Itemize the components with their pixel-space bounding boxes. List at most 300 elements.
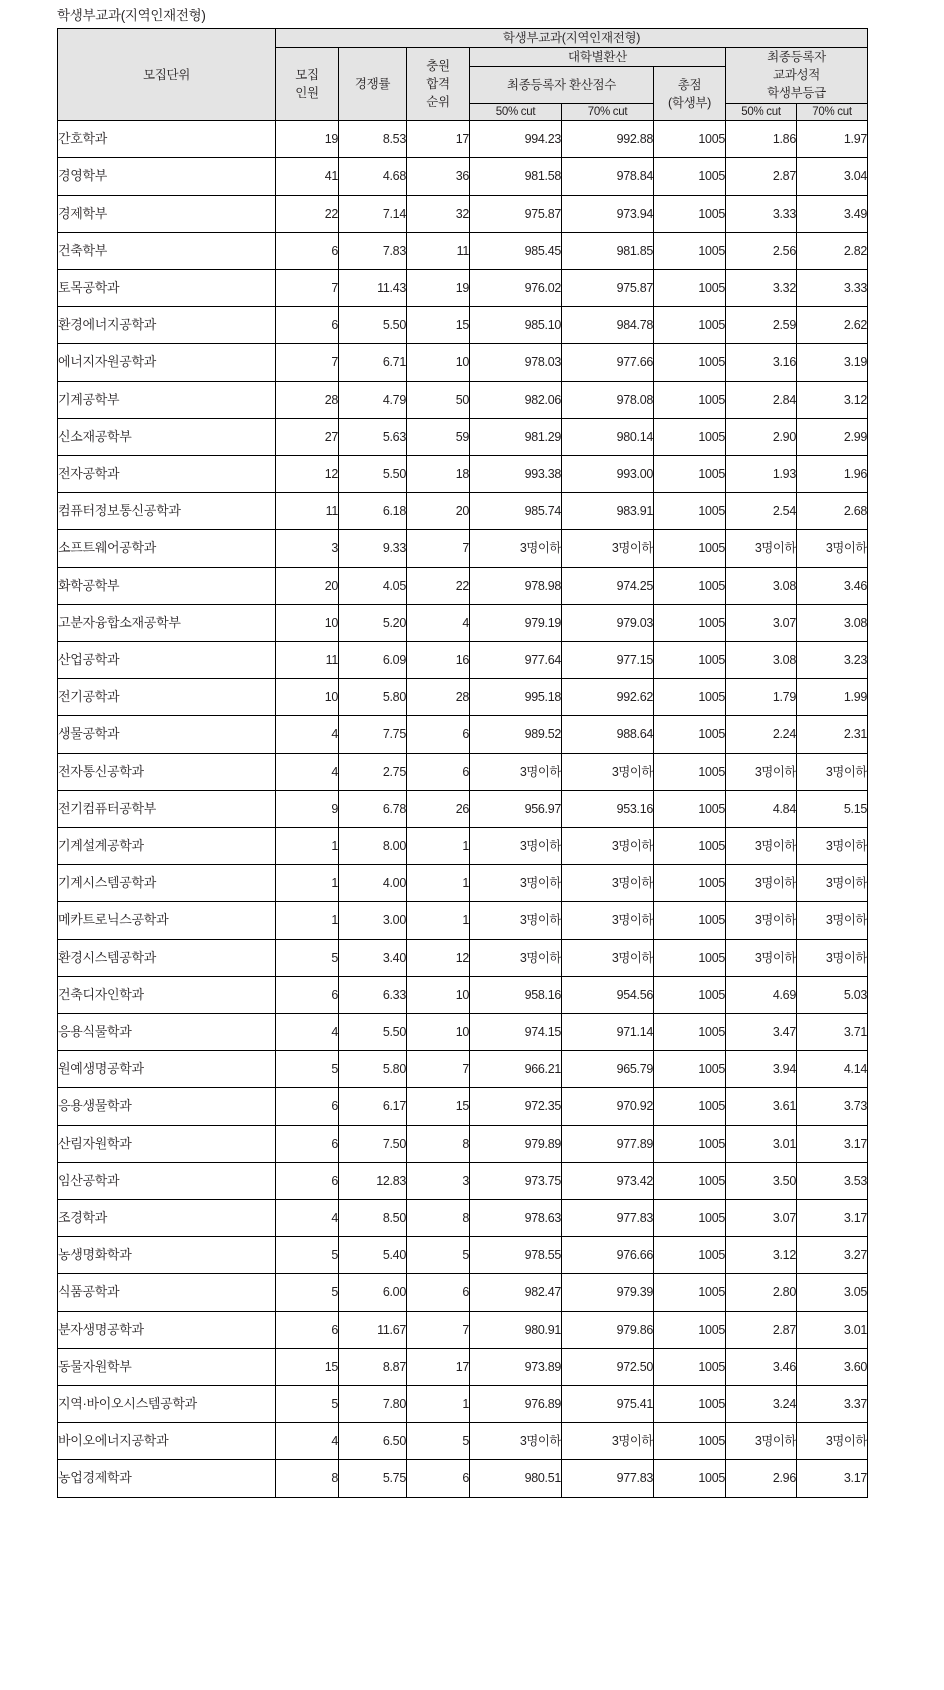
cell-conv-50cut: 981.58 (470, 158, 562, 195)
cell-unit: 간호학과 (58, 121, 276, 158)
cell-grade-70cut: 3.37 (797, 1386, 868, 1423)
cell-rank: 6 (407, 1460, 470, 1497)
cell-rate: 7.50 (339, 1125, 407, 1162)
cell-grade-50cut: 3.01 (726, 1125, 797, 1162)
cell-conv-50cut: 982.06 (470, 381, 562, 418)
cell-total: 1005 (654, 232, 726, 269)
cell-total: 1005 (654, 418, 726, 455)
cell-rank: 7 (407, 530, 470, 567)
cell-grade-50cut: 3명이하 (726, 530, 797, 567)
table-row (58, 604, 868, 641)
cell-quota: 5 (276, 1237, 339, 1274)
table-row (58, 1200, 868, 1237)
cell-rate: 5.40 (339, 1237, 407, 1274)
cell-rank: 19 (407, 269, 470, 306)
cell-total: 1005 (654, 493, 726, 530)
table-row (58, 158, 868, 195)
cell-rate: 6.17 (339, 1088, 407, 1125)
cell-grade-50cut: 3.16 (726, 344, 797, 381)
cell-rank: 1 (407, 902, 470, 939)
cell-conv-70cut: 978.84 (562, 158, 654, 195)
cell-unit: 경영학부 (58, 158, 276, 195)
cell-unit: 컴퓨터정보통신공학과 (58, 493, 276, 530)
cell-rank: 12 (407, 939, 470, 976)
cell-rate: 8.53 (339, 121, 407, 158)
cell-conv-70cut: 977.83 (562, 1460, 654, 1497)
cell-total: 1005 (654, 865, 726, 902)
cell-unit: 생물공학과 (58, 716, 276, 753)
cell-total: 1005 (654, 1200, 726, 1237)
cell-grade-50cut: 3명이하 (726, 865, 797, 902)
cell-grade-70cut: 2.31 (797, 716, 868, 753)
cell-conv-50cut: 958.16 (470, 976, 562, 1013)
cell-total: 1005 (654, 307, 726, 344)
cell-rate: 4.68 (339, 158, 407, 195)
cell-grade-50cut: 3.50 (726, 1162, 797, 1199)
cell-grade-50cut: 2.87 (726, 158, 797, 195)
cell-rank: 17 (407, 1348, 470, 1385)
cell-quota: 11 (276, 642, 339, 679)
cell-conv-70cut: 976.66 (562, 1237, 654, 1274)
header-col-rank: 충원 합격 순위 (407, 48, 470, 121)
table-row (58, 1460, 868, 1497)
table-row (58, 1348, 868, 1385)
cell-rank: 28 (407, 679, 470, 716)
cell-total: 1005 (654, 344, 726, 381)
cell-grade-50cut: 4.69 (726, 976, 797, 1013)
cell-grade-50cut: 3.94 (726, 1051, 797, 1088)
cell-grade-70cut: 3.71 (797, 1014, 868, 1051)
cell-total: 1005 (654, 790, 726, 827)
cell-grade-70cut: 3.08 (797, 604, 868, 641)
table-row (58, 1423, 868, 1460)
table-row (58, 902, 868, 939)
cell-grade-50cut: 4.84 (726, 790, 797, 827)
cell-quota: 6 (276, 307, 339, 344)
table-row (58, 1386, 868, 1423)
cell-conv-70cut: 983.91 (562, 493, 654, 530)
cell-grade-50cut: 3명이하 (726, 902, 797, 939)
cell-unit: 임산공학과 (58, 1162, 276, 1199)
cell-conv-50cut: 976.02 (470, 269, 562, 306)
cell-unit: 기계공학부 (58, 381, 276, 418)
cell-conv-50cut: 3명이하 (470, 753, 562, 790)
cell-unit: 분자생명공학과 (58, 1311, 276, 1348)
cell-grade-70cut: 2.99 (797, 418, 868, 455)
cell-conv-70cut: 981.85 (562, 232, 654, 269)
cell-conv-50cut: 977.64 (470, 642, 562, 679)
cell-total: 1005 (654, 1162, 726, 1199)
cell-grade-50cut: 1.86 (726, 121, 797, 158)
cell-rate: 11.67 (339, 1311, 407, 1348)
cell-total: 1005 (654, 1311, 726, 1348)
cell-conv-50cut: 978.98 (470, 567, 562, 604)
table-row (58, 1311, 868, 1348)
cell-total: 1005 (654, 121, 726, 158)
table-row (58, 976, 868, 1013)
cell-rank: 7 (407, 1311, 470, 1348)
cell-conv-50cut: 975.87 (470, 195, 562, 232)
cell-conv-50cut: 979.19 (470, 604, 562, 641)
table-row (58, 828, 868, 865)
cell-grade-70cut: 3.27 (797, 1237, 868, 1274)
cell-unit: 조경학과 (58, 1200, 276, 1237)
cell-conv-50cut: 985.74 (470, 493, 562, 530)
cell-rate: 5.20 (339, 604, 407, 641)
cell-conv-70cut: 3명이하 (562, 939, 654, 976)
cell-unit: 농업경제학과 (58, 1460, 276, 1497)
cell-quota: 22 (276, 195, 339, 232)
cell-quota: 5 (276, 1386, 339, 1423)
cell-total: 1005 (654, 642, 726, 679)
cell-rank: 3 (407, 1162, 470, 1199)
cell-grade-50cut: 3.08 (726, 567, 797, 604)
cell-total: 1005 (654, 828, 726, 865)
cell-grade-50cut: 3.47 (726, 1014, 797, 1051)
cell-rank: 8 (407, 1125, 470, 1162)
cell-total: 1005 (654, 679, 726, 716)
cell-total: 1005 (654, 1088, 726, 1125)
table-row (58, 1051, 868, 1088)
cell-rank: 16 (407, 642, 470, 679)
cell-total: 1005 (654, 1237, 726, 1274)
cell-quota: 6 (276, 232, 339, 269)
cell-rank: 7 (407, 1051, 470, 1088)
table-row (58, 195, 868, 232)
cell-rank: 26 (407, 790, 470, 827)
cell-grade-50cut: 3.08 (726, 642, 797, 679)
cell-rate: 5.80 (339, 679, 407, 716)
cell-rate: 7.80 (339, 1386, 407, 1423)
cell-quota: 12 (276, 456, 339, 493)
table-row (58, 567, 868, 604)
cell-conv-70cut: 975.87 (562, 269, 654, 306)
cell-total: 1005 (654, 1051, 726, 1088)
header-group-grade: 최종등록자 교과성적 학생부등급 (726, 48, 868, 103)
cell-unit: 산림자원학과 (58, 1125, 276, 1162)
cell-rate: 8.00 (339, 828, 407, 865)
cell-conv-50cut: 976.89 (470, 1386, 562, 1423)
cell-conv-50cut: 3명이하 (470, 865, 562, 902)
cell-grade-50cut: 2.87 (726, 1311, 797, 1348)
cell-conv-70cut: 953.16 (562, 790, 654, 827)
cell-rank: 36 (407, 158, 470, 195)
cell-grade-70cut: 3.12 (797, 381, 868, 418)
table-row (58, 1088, 868, 1125)
cell-quota: 6 (276, 1088, 339, 1125)
cell-conv-50cut: 981.29 (470, 418, 562, 455)
cell-quota: 28 (276, 381, 339, 418)
cell-total: 1005 (654, 1386, 726, 1423)
cell-grade-70cut: 3명이하 (797, 939, 868, 976)
cell-grade-70cut: 2.68 (797, 493, 868, 530)
header-conv-cut70: 70% cut (562, 103, 654, 121)
cell-conv-70cut: 3명이하 (562, 828, 654, 865)
cell-grade-70cut: 3명이하 (797, 753, 868, 790)
cell-rank: 18 (407, 456, 470, 493)
cell-grade-70cut: 3.49 (797, 195, 868, 232)
cell-quota: 10 (276, 679, 339, 716)
cell-quota: 4 (276, 1014, 339, 1051)
table-row (58, 679, 868, 716)
admissions-results-table (57, 28, 868, 1498)
cell-grade-70cut: 3.17 (797, 1200, 868, 1237)
cell-total: 1005 (654, 902, 726, 939)
cell-conv-70cut: 993.00 (562, 456, 654, 493)
table-row (58, 1274, 868, 1311)
cell-grade-50cut: 2.24 (726, 716, 797, 753)
cell-grade-50cut: 2.90 (726, 418, 797, 455)
cell-grade-70cut: 3.33 (797, 269, 868, 306)
cell-quota: 4 (276, 753, 339, 790)
cell-rate: 12.83 (339, 1162, 407, 1199)
cell-conv-70cut: 965.79 (562, 1051, 654, 1088)
cell-conv-50cut: 979.89 (470, 1125, 562, 1162)
cell-grade-70cut: 3.46 (797, 567, 868, 604)
cell-rate: 3.40 (339, 939, 407, 976)
cell-rank: 17 (407, 121, 470, 158)
cell-rate: 7.75 (339, 716, 407, 753)
header-group-top: 학생부교과(지역인재전형) (276, 29, 868, 48)
cell-quota: 19 (276, 121, 339, 158)
cell-rank: 5 (407, 1423, 470, 1460)
cell-grade-50cut: 3.61 (726, 1088, 797, 1125)
cell-rank: 50 (407, 381, 470, 418)
header-grade-cut50: 50% cut (726, 103, 797, 121)
cell-grade-50cut: 1.93 (726, 456, 797, 493)
cell-total: 1005 (654, 158, 726, 195)
cell-conv-50cut: 993.38 (470, 456, 562, 493)
cell-rate: 8.87 (339, 1348, 407, 1385)
cell-quota: 9 (276, 790, 339, 827)
cell-unit: 건축학부 (58, 232, 276, 269)
cell-conv-70cut: 970.92 (562, 1088, 654, 1125)
cell-unit: 신소재공학부 (58, 418, 276, 455)
cell-rank: 8 (407, 1200, 470, 1237)
cell-total: 1005 (654, 604, 726, 641)
cell-quota: 5 (276, 939, 339, 976)
cell-rate: 4.00 (339, 865, 407, 902)
cell-conv-70cut: 978.08 (562, 381, 654, 418)
cell-rank: 10 (407, 1014, 470, 1051)
cell-conv-70cut: 977.83 (562, 1200, 654, 1237)
cell-total: 1005 (654, 716, 726, 753)
cell-unit: 에너지자원공학과 (58, 344, 276, 381)
table-row (58, 269, 868, 306)
table-row (58, 1014, 868, 1051)
cell-total: 1005 (654, 939, 726, 976)
cell-conv-70cut: 973.94 (562, 195, 654, 232)
cell-unit: 기계설계공학과 (58, 828, 276, 865)
cell-conv-50cut: 3명이하 (470, 828, 562, 865)
cell-grade-70cut: 3명이하 (797, 828, 868, 865)
cell-grade-70cut: 1.99 (797, 679, 868, 716)
cell-conv-70cut: 977.66 (562, 344, 654, 381)
cell-unit: 전자통신공학과 (58, 753, 276, 790)
cell-rate: 5.80 (339, 1051, 407, 1088)
cell-conv-50cut: 973.89 (470, 1348, 562, 1385)
cell-grade-50cut: 2.59 (726, 307, 797, 344)
cell-conv-70cut: 979.86 (562, 1311, 654, 1348)
table-row (58, 307, 868, 344)
header-conversion-score: 최종등록자 환산점수 (470, 67, 654, 103)
cell-quota: 41 (276, 158, 339, 195)
cell-rate: 11.43 (339, 269, 407, 306)
cell-conv-50cut: 978.03 (470, 344, 562, 381)
cell-quota: 6 (276, 1162, 339, 1199)
cell-total: 1005 (654, 269, 726, 306)
cell-grade-70cut: 3.60 (797, 1348, 868, 1385)
table-row (58, 716, 868, 753)
cell-grade-70cut: 3.04 (797, 158, 868, 195)
cell-conv-70cut: 3명이하 (562, 1423, 654, 1460)
cell-quota: 4 (276, 1200, 339, 1237)
cell-rate: 5.75 (339, 1460, 407, 1497)
table-row (58, 381, 868, 418)
header-conv-cut50: 50% cut (470, 103, 562, 121)
table-row (58, 1237, 868, 1274)
cell-rate: 6.09 (339, 642, 407, 679)
cell-rate: 7.83 (339, 232, 407, 269)
cell-rank: 1 (407, 1386, 470, 1423)
cell-grade-50cut: 3.24 (726, 1386, 797, 1423)
cell-total: 1005 (654, 381, 726, 418)
cell-rate: 9.33 (339, 530, 407, 567)
cell-unit: 경제학부 (58, 195, 276, 232)
cell-conv-70cut: 988.64 (562, 716, 654, 753)
cell-rank: 6 (407, 716, 470, 753)
cell-grade-50cut: 3.46 (726, 1348, 797, 1385)
cell-grade-70cut: 5.15 (797, 790, 868, 827)
cell-rate: 2.75 (339, 753, 407, 790)
table-row (58, 493, 868, 530)
cell-unit: 메카트로닉스공학과 (58, 902, 276, 939)
table-row (58, 418, 868, 455)
cell-conv-70cut: 971.14 (562, 1014, 654, 1051)
cell-grade-50cut: 3명이하 (726, 939, 797, 976)
cell-rate: 7.14 (339, 195, 407, 232)
cell-unit: 전기컴퓨터공학부 (58, 790, 276, 827)
table-row (58, 344, 868, 381)
table-row (58, 753, 868, 790)
cell-quota: 6 (276, 1125, 339, 1162)
cell-conv-50cut: 3명이하 (470, 530, 562, 567)
cell-total: 1005 (654, 1348, 726, 1385)
cell-grade-50cut: 3.12 (726, 1237, 797, 1274)
cell-total: 1005 (654, 753, 726, 790)
table-row (58, 642, 868, 679)
cell-total: 1005 (654, 567, 726, 604)
cell-rank: 1 (407, 865, 470, 902)
cell-rank: 20 (407, 493, 470, 530)
cell-total: 1005 (654, 976, 726, 1013)
cell-conv-70cut: 974.25 (562, 567, 654, 604)
cell-rank: 1 (407, 828, 470, 865)
cell-rate: 6.78 (339, 790, 407, 827)
cell-total: 1005 (654, 1274, 726, 1311)
cell-grade-50cut: 3명이하 (726, 753, 797, 790)
cell-conv-70cut: 3명이하 (562, 902, 654, 939)
cell-rank: 59 (407, 418, 470, 455)
cell-unit: 건축디자인학과 (58, 976, 276, 1013)
cell-quota: 1 (276, 902, 339, 939)
cell-quota: 10 (276, 604, 339, 641)
cell-conv-50cut: 985.45 (470, 232, 562, 269)
cell-grade-70cut: 4.14 (797, 1051, 868, 1088)
cell-unit: 환경에너지공학과 (58, 307, 276, 344)
cell-grade-50cut: 2.96 (726, 1460, 797, 1497)
cell-grade-70cut: 1.97 (797, 121, 868, 158)
cell-unit: 응용생물학과 (58, 1088, 276, 1125)
cell-grade-70cut: 3.53 (797, 1162, 868, 1199)
cell-total: 1005 (654, 1125, 726, 1162)
header-col-total: 총점 (학생부) (654, 67, 726, 121)
cell-conv-50cut: 980.51 (470, 1460, 562, 1497)
cell-grade-70cut: 3명이하 (797, 865, 868, 902)
cell-grade-70cut: 3.01 (797, 1311, 868, 1348)
table-row (58, 1125, 868, 1162)
cell-grade-50cut: 2.80 (726, 1274, 797, 1311)
cell-rate: 5.50 (339, 1014, 407, 1051)
cell-total: 1005 (654, 530, 726, 567)
cell-rate: 6.71 (339, 344, 407, 381)
cell-rank: 6 (407, 753, 470, 790)
table-row (58, 456, 868, 493)
cell-total: 1005 (654, 1014, 726, 1051)
cell-rate: 6.50 (339, 1423, 407, 1460)
cell-rank: 22 (407, 567, 470, 604)
cell-rank: 32 (407, 195, 470, 232)
cell-unit: 산업공학과 (58, 642, 276, 679)
cell-conv-70cut: 973.42 (562, 1162, 654, 1199)
cell-grade-50cut: 2.56 (726, 232, 797, 269)
cell-conv-70cut: 3명이하 (562, 865, 654, 902)
cell-conv-50cut: 982.47 (470, 1274, 562, 1311)
cell-unit: 동물자원학부 (58, 1348, 276, 1385)
cell-rate: 8.50 (339, 1200, 407, 1237)
cell-quota: 4 (276, 716, 339, 753)
cell-quota: 5 (276, 1051, 339, 1088)
cell-conv-70cut: 979.39 (562, 1274, 654, 1311)
cell-quota: 20 (276, 567, 339, 604)
cell-grade-70cut: 3.19 (797, 344, 868, 381)
cell-unit: 바이오에너지공학과 (58, 1423, 276, 1460)
cell-conv-50cut: 3명이하 (470, 902, 562, 939)
table-row (58, 232, 868, 269)
cell-conv-50cut: 974.15 (470, 1014, 562, 1051)
header-group-conversion: 대학별환산 (470, 48, 726, 67)
cell-conv-50cut: 972.35 (470, 1088, 562, 1125)
cell-total: 1005 (654, 195, 726, 232)
table-row (58, 530, 868, 567)
table-caption: 학생부교과(지역인재전형) (57, 8, 206, 23)
cell-grade-70cut: 3.05 (797, 1274, 868, 1311)
cell-conv-70cut: 975.41 (562, 1386, 654, 1423)
cell-grade-50cut: 3.07 (726, 604, 797, 641)
cell-conv-50cut: 978.63 (470, 1200, 562, 1237)
header-row-1 (58, 29, 868, 48)
cell-rate: 6.18 (339, 493, 407, 530)
cell-grade-50cut: 3명이하 (726, 1423, 797, 1460)
cell-quota: 27 (276, 418, 339, 455)
cell-quota: 8 (276, 1460, 339, 1497)
cell-rank: 10 (407, 976, 470, 1013)
cell-conv-70cut: 972.50 (562, 1348, 654, 1385)
cell-grade-70cut: 5.03 (797, 976, 868, 1013)
cell-conv-50cut: 989.52 (470, 716, 562, 753)
cell-conv-70cut: 992.62 (562, 679, 654, 716)
cell-conv-70cut: 977.15 (562, 642, 654, 679)
